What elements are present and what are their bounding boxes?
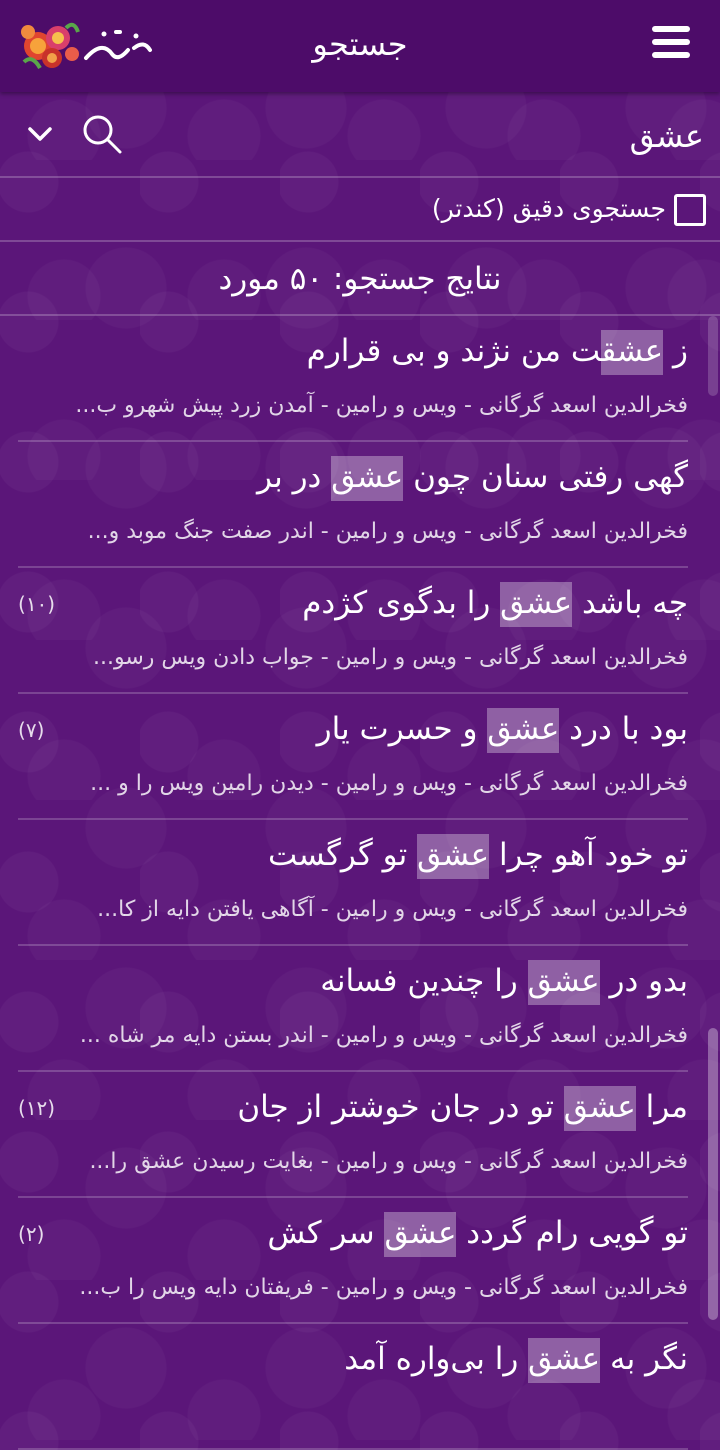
verse-after: را بی‌واره آمد: [344, 1341, 529, 1377]
poem-source: فخرالدین اسعد گرگانی - ویس و رامین - دیدن رامین ویس را و ...: [90, 771, 688, 796]
scrollbar-top-indicator: [708, 316, 718, 396]
verse-after: را بدگوی کژدم: [302, 585, 501, 621]
results-count-text: نتایج جستجو: ۵۰ مورد: [218, 261, 502, 297]
list-item[interactable]: [18, 820, 688, 946]
results-summary: [0, 242, 720, 316]
verse-text: [302, 578, 688, 628]
verse-text: [257, 452, 688, 502]
menu-line: [652, 26, 690, 32]
verse-before: تو گویی رام گردد: [456, 1215, 688, 1251]
verse-text: [317, 704, 688, 754]
match-highlight: عشق: [331, 456, 403, 501]
poem-source: فخرالدین اسعد گرگانی - ویس و رامین - فریفتان دایه ویس را ب...: [79, 1275, 688, 1300]
top-app-bar: [0, 0, 720, 92]
poem-source: فخرالدین اسعد گرگانی - ویس و رامین - آگاهی یافتن دایه از کا...: [97, 897, 688, 922]
verse-before: تو خود آهو چرا: [489, 837, 688, 873]
list-item[interactable]: [18, 568, 688, 694]
poem-source: فخرالدین اسعد گرگانی - ویس و رامین - بغایت رسیدن عشق را...: [89, 1149, 688, 1174]
verse-text: [307, 326, 688, 376]
match-highlight: عشق: [417, 834, 489, 879]
search-icon[interactable]: [80, 112, 124, 156]
verse-after: را چندین فسانه: [320, 963, 528, 999]
search-input[interactable]: [242, 104, 706, 168]
verse-after: در بر: [256, 459, 332, 495]
verse-before: مرا: [635, 1089, 688, 1125]
verse-text: [344, 1334, 688, 1384]
verse-after: تو گرگست: [268, 837, 418, 873]
occurrence-count: (۷): [18, 718, 45, 742]
exact-search-label[interactable]: جستجوی دقیق (کندتر): [431, 194, 666, 223]
verse-before: چه باشد: [572, 585, 688, 621]
occurrence-count: (۲): [18, 1222, 45, 1246]
match-highlight: عشق: [487, 708, 559, 753]
verse-after: تو در جان خوشتر از جان: [237, 1089, 564, 1125]
chevron-down-icon[interactable]: [22, 116, 58, 152]
list-item[interactable]: [18, 946, 688, 1072]
scrollbar-thumb[interactable]: [708, 1028, 718, 1320]
list-item[interactable]: [18, 442, 688, 568]
list-item[interactable]: [18, 1072, 688, 1198]
verse-text: [320, 956, 688, 1006]
poem-source: فخرالدین اسعد گرگانی - ویس و رامین - اندر بستن دایه مر شاه ...: [79, 1023, 688, 1048]
page-title: جستجو: [312, 25, 408, 63]
poem-source: فخرالدین اسعد گرگانی - ویس و رامین - اندر صفت جنگ موبد و...: [87, 519, 688, 544]
poem-source: فخرالدین اسعد گرگانی - ویس و رامین - جواب دادن ویس رسو...: [92, 645, 688, 670]
match-highlight: عشق: [601, 330, 663, 375]
match-highlight: عشق: [500, 582, 572, 627]
exact-search-row: [0, 178, 720, 242]
verse-before: ز: [663, 333, 688, 369]
occurrence-count: (۱۲): [18, 1096, 56, 1120]
search-bar: [0, 94, 720, 178]
menu-line: [652, 39, 690, 45]
occurrence-count: (۱۰): [18, 592, 56, 616]
list-item[interactable]: [18, 316, 688, 442]
verse-text: [268, 830, 688, 880]
verse-before: گهی رفتی سنان چون: [403, 459, 688, 495]
verse-before: بود با درد: [559, 711, 688, 747]
match-highlight: عشق: [384, 1212, 456, 1257]
verse-before: بدو در: [599, 963, 688, 999]
verse-after: و حسرت یار: [316, 711, 488, 747]
verse-text: [237, 1082, 688, 1132]
match-highlight: عشق: [564, 1086, 636, 1131]
results-list[interactable]: [0, 316, 720, 1377]
list-item[interactable]: [18, 1198, 688, 1324]
poem-source: فخرالدین اسعد گرگانی - ویس و رامین - آمدن زرد پیش شهرو ب...: [75, 393, 688, 418]
verse-after: سر کش: [267, 1215, 385, 1251]
verse-before: نگر به: [600, 1341, 688, 1377]
list-item[interactable]: [18, 694, 688, 820]
match-highlight: عشق: [528, 1338, 600, 1383]
hamburger-menu-icon[interactable]: [652, 26, 690, 62]
menu-line: [652, 52, 690, 58]
list-item[interactable]: [18, 1324, 688, 1450]
match-highlight: عشق: [528, 960, 600, 1005]
scrollbar[interactable]: [706, 316, 720, 1348]
verse-text: [267, 1208, 688, 1258]
verse-after: ت من نژند و بی قرارم: [306, 333, 602, 369]
exact-search-checkbox[interactable]: [674, 194, 706, 226]
